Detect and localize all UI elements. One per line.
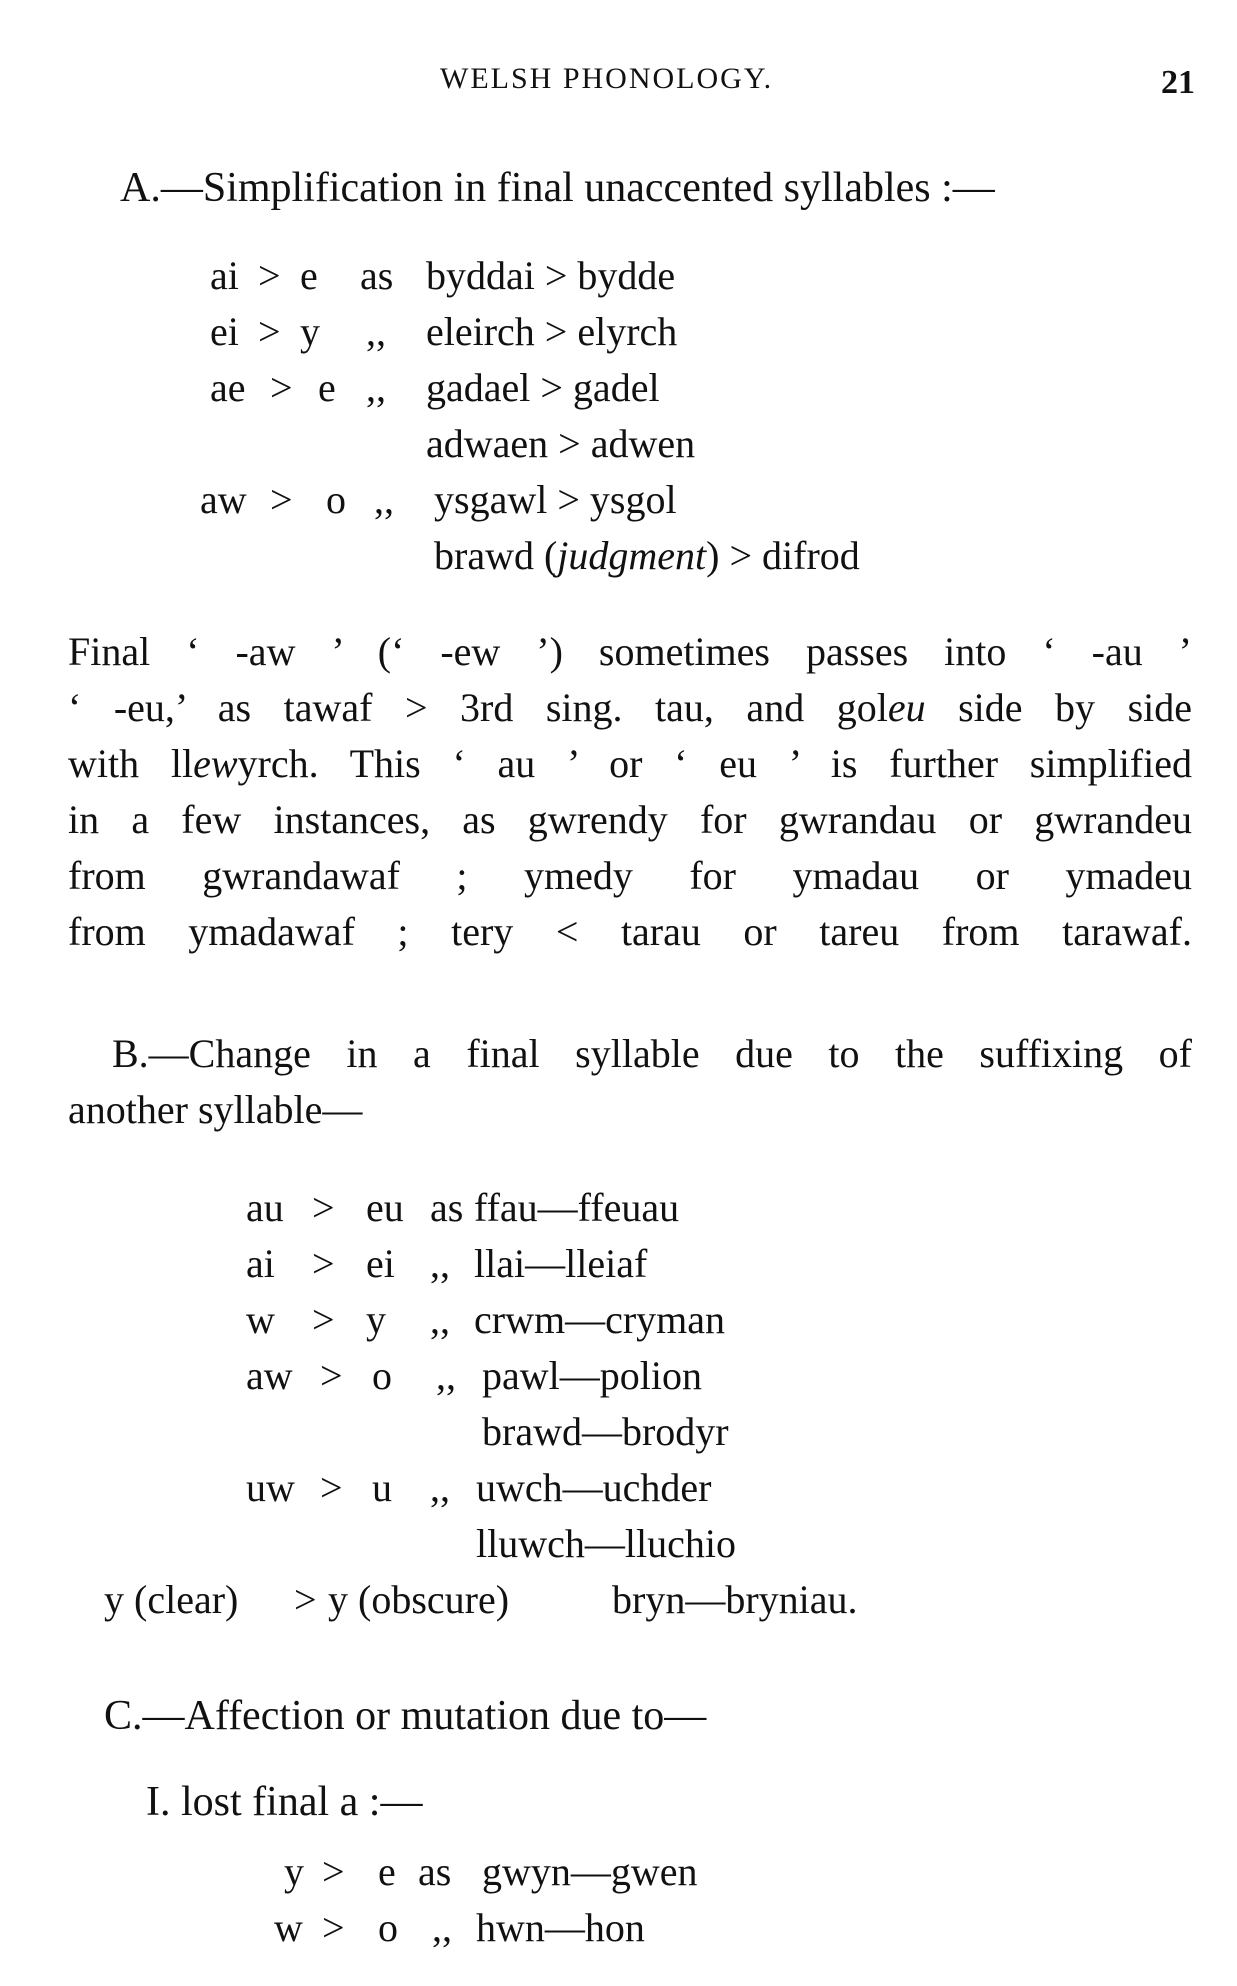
section-a-paragraph: Final ‘ -aw ’ (‘ -ew ’) sometimes passes into ‘ -au ’ ‘ -eu,’ as tawaf > 3rd sing. tau, and goleu side by side with llewyrch. This ‘ au ’ or ‘ eu ’ is further simplified in a few instances, as gwrendy for gwrandau or gwrandeu from gwrandawaf ; ymedy for ymadau or ymadeu from ymadawaf ; tery < tarau or tareu from tarawaf.	[68, 629, 1193, 954]
section-c-row: y > e as gwyn—gwen	[284, 1849, 698, 1894]
section-b-row: w > y ,, crwm—cryman	[246, 1297, 726, 1342]
section-b-row: lluwch—lluchio	[476, 1521, 736, 1566]
section-a-row: brawd (judgment) > difrod	[434, 533, 860, 578]
section-a-row: aw > o ,, ysgawl > ysgol	[200, 477, 677, 522]
page-number: 21	[1161, 64, 1195, 101]
section-a-row: ae > e ,, gadael > gadel	[210, 365, 660, 410]
section-a-heading: A.—Simplification in final unaccented syllables :—	[120, 165, 995, 211]
section-a-row: ei > y ,, eleirch > elyrch	[210, 309, 678, 354]
section-c-heading: C.—Affection or mutation due to—	[104, 1693, 707, 1739]
section-b-row: aw > o ,, pawl—polion	[246, 1353, 702, 1398]
section-b-row: brawd—brodyr	[482, 1409, 729, 1454]
running-title: WELSH PHONOLOGY.	[440, 62, 774, 95]
section-b-row: y (clear) > y (obscure) bryn—bryniau.	[104, 1577, 858, 1622]
section-b-row: uw > u ,, uwch—uchder	[246, 1465, 712, 1510]
section-a-row: adwaen > adwen	[426, 421, 696, 466]
section-b-row: ai > ei ,, llai—lleiaf	[246, 1241, 648, 1286]
section-b-row: au > eu as ffau—ffeuau	[246, 1185, 680, 1230]
section-b-heading: B.—Change in a final syllable due to the suffixing of another syllable—	[68, 1031, 1192, 1132]
section-c-row: w > o ,, hwn—hon	[274, 1905, 645, 1950]
section-c-subheading: I. lost final a :—	[146, 1779, 423, 1825]
section-a-row: ai > e as byddai > bydde	[210, 253, 676, 298]
